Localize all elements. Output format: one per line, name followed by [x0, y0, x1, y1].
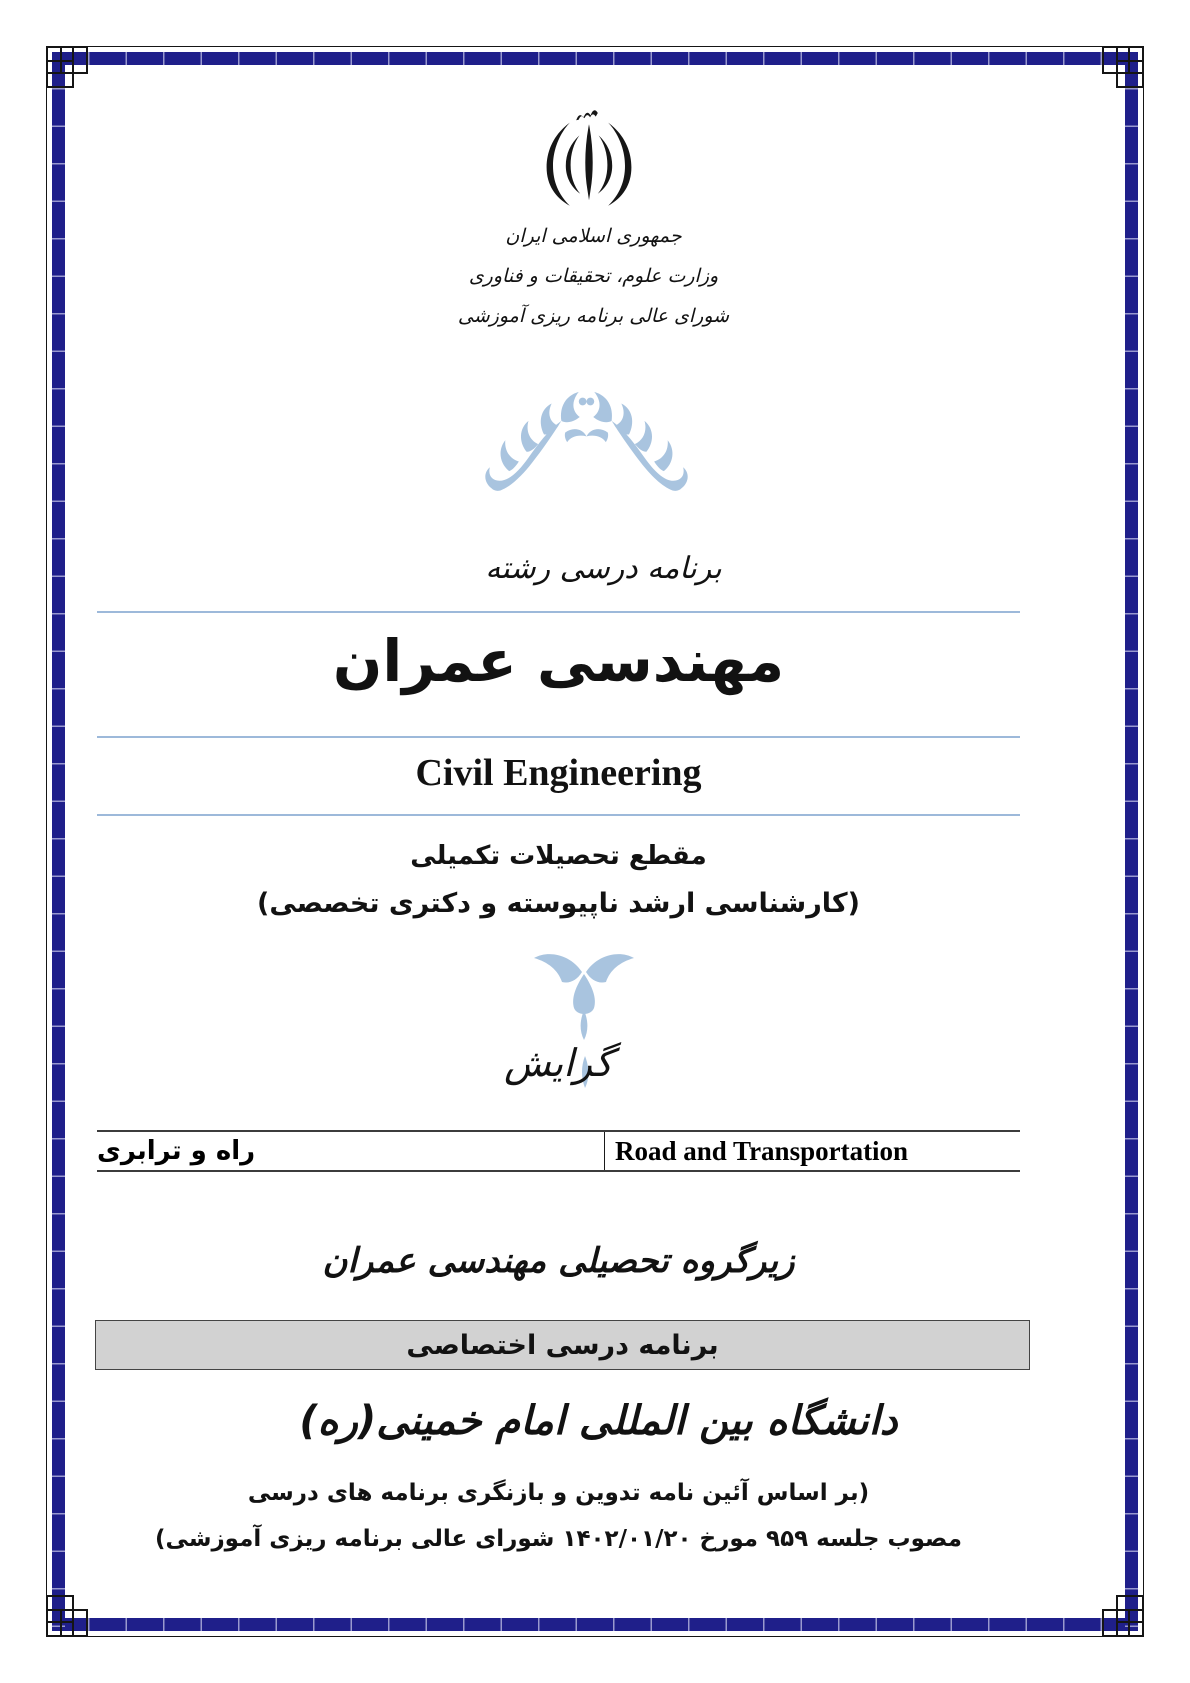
orientation-label: گرایش — [504, 1041, 613, 1085]
level-line-1: مقطع تحصیلات تکمیلی — [410, 841, 707, 871]
flourish-block — [125, 388, 1048, 508]
border-band-left — [52, 52, 65, 1631]
divider-rule — [97, 814, 1020, 816]
footnote-line-2: مصوب جلسه ۹۵۹ مورخ ۱۴۰۲/۰۱/۲۰ شورای عالی برنامه ریزی آموزشی) — [155, 1526, 962, 1552]
border-band-bottom — [52, 1618, 1138, 1631]
divider-rule — [97, 611, 1020, 613]
university-name: دانشگاه بین المللی امام خمینی(ره) — [299, 1398, 898, 1444]
divider-rule — [97, 736, 1020, 738]
orientation-en-cell: Road and Transportation — [615, 1135, 909, 1166]
subgroup-line: زیرگروه تحصیلی مهندسی عمران — [322, 1241, 795, 1281]
level-line-2: (کارشناسی ارشد ناپیوسته و دکتری تخصصی) — [257, 888, 860, 919]
border-band-top — [52, 52, 1138, 65]
corner-square-icon — [46, 1595, 74, 1623]
orientation-table — [97, 1130, 1020, 1172]
specialized-curriculum-banner: برنامه درسی اختصاصی — [95, 1320, 1030, 1370]
iran-emblem-icon — [541, 106, 637, 216]
orientation-fa-cell: راه و ترابری — [97, 1132, 605, 1170]
corner-square-icon — [1116, 1595, 1144, 1623]
footnote-line-1: (بر اساس آئین نامه تدوین و بازنگری برنامه های درسی — [247, 1480, 870, 1506]
border-band-right — [1125, 52, 1138, 1631]
corner-square-icon — [46, 60, 74, 88]
page-title-fa: مهندسی عمران — [332, 627, 785, 695]
header-line-country: جمهوری اسلامی ایران — [505, 225, 682, 247]
program-label: برنامه درسی رشته — [485, 551, 722, 586]
floral-flourish-icon — [479, 388, 694, 504]
header-line-ministry: وزارت علوم، تحقیقات و فناوری — [468, 265, 719, 287]
corner-square-icon — [1116, 60, 1144, 88]
page-title-en: Civil Engineering — [415, 752, 702, 794]
header-line-council: شورای عالی برنامه ریزی آموزشی — [457, 305, 730, 327]
emblem-block — [127, 106, 1050, 220]
